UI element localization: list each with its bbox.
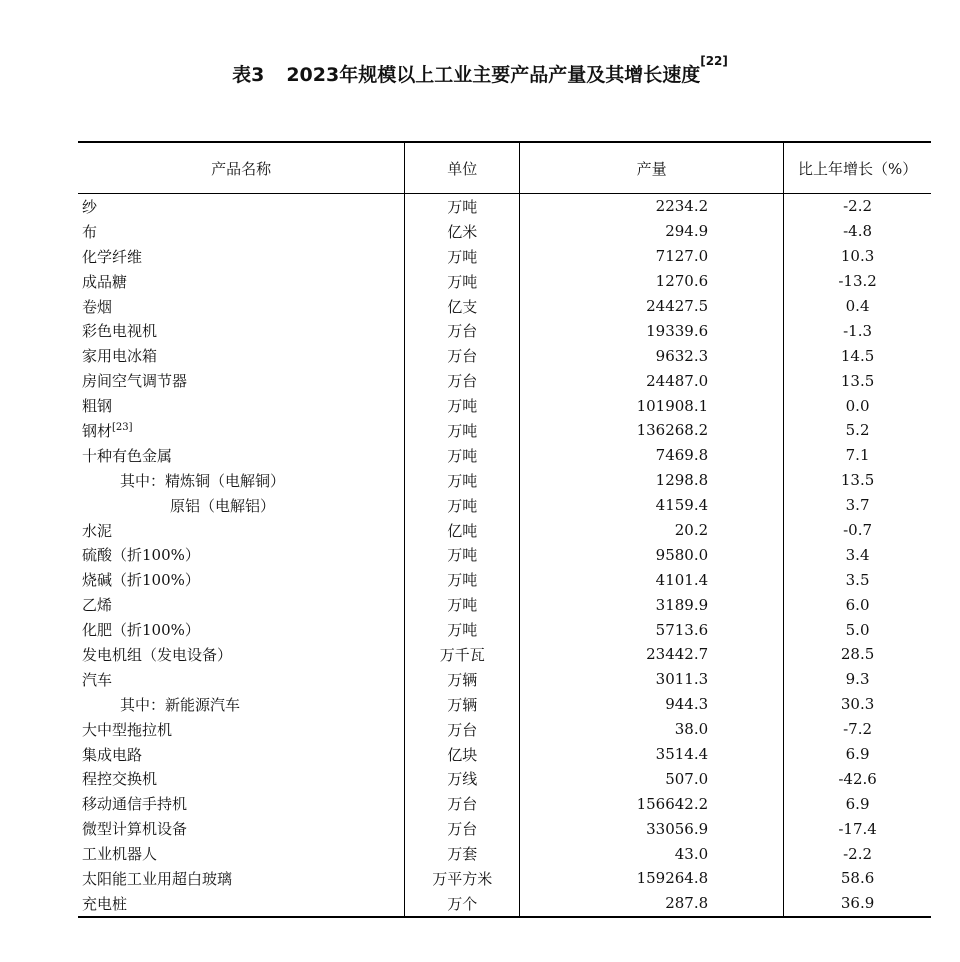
- growth-cell: 0.0: [784, 393, 931, 418]
- output-cell: 156642.2: [520, 791, 784, 816]
- product-name-cell: [78, 742, 405, 767]
- product-name-cell: [78, 642, 405, 667]
- unit-cell: 亿块: [405, 742, 520, 767]
- product-name-cell: [78, 269, 405, 294]
- output-cell: 3514.4: [520, 742, 784, 767]
- product-name: 微型计算机设备: [82, 820, 188, 839]
- product-name: 烧碱（折100%）: [82, 571, 200, 590]
- product-output-table: [78, 141, 931, 918]
- product-name-cell: [78, 891, 405, 917]
- growth-cell: 3.4: [784, 542, 931, 567]
- unit-cell: 万吨: [405, 468, 520, 493]
- output-cell: 159264.8: [520, 866, 784, 891]
- product-name: 家用电冰箱: [82, 347, 158, 366]
- output-cell: 1298.8: [520, 468, 784, 493]
- unit-cell: 万吨: [405, 269, 520, 294]
- product-name-cell: [78, 791, 405, 816]
- table-title: [0, 54, 960, 87]
- growth-cell: -2.2: [784, 841, 931, 866]
- output-cell: 24487.0: [520, 368, 784, 393]
- unit-cell: 万吨: [405, 567, 520, 592]
- output-cell: 507.0: [520, 766, 784, 791]
- unit-cell: 万吨: [405, 393, 520, 418]
- growth-cell: 6.9: [784, 791, 931, 816]
- growth-cell: 3.5: [784, 567, 931, 592]
- growth-cell: 5.0: [784, 617, 931, 642]
- output-cell: 3011.3: [520, 667, 784, 692]
- product-name: 水泥: [82, 521, 113, 540]
- product-name-cell: [78, 294, 405, 319]
- unit-cell: 万台: [405, 717, 520, 742]
- product-name: 其中：新能源汽车: [120, 695, 241, 714]
- table-row: [78, 219, 931, 244]
- unit-cell: 万吨: [405, 194, 520, 219]
- growth-cell: -42.6: [784, 766, 931, 791]
- table-row: [78, 393, 931, 418]
- unit-cell: 万套: [405, 841, 520, 866]
- title-footnote-marker: [22]: [700, 54, 728, 68]
- product-name-cell: [78, 343, 405, 368]
- product-name-cell: [78, 542, 405, 567]
- table-row: [78, 468, 931, 493]
- table-row: [78, 418, 931, 443]
- table-row: [78, 294, 931, 319]
- output-cell: 136268.2: [520, 418, 784, 443]
- table-row: [78, 244, 931, 269]
- product-name: 化肥（折100%）: [82, 621, 200, 640]
- product-name-cell: [78, 468, 405, 493]
- output-cell: 33056.9: [520, 816, 784, 841]
- unit-cell: 亿支: [405, 294, 520, 319]
- unit-cell: 万吨: [405, 592, 520, 617]
- output-cell: 9580.0: [520, 542, 784, 567]
- output-cell: 4159.4: [520, 493, 784, 518]
- growth-cell: 6.9: [784, 742, 931, 767]
- growth-cell: 10.3: [784, 244, 931, 269]
- product-name-cell: [78, 318, 405, 343]
- product-name: 大中型拖拉机: [82, 720, 173, 739]
- header-output: 产量: [520, 142, 784, 194]
- unit-cell: 万辆: [405, 692, 520, 717]
- growth-cell: 6.0: [784, 592, 931, 617]
- product-name: 卷烟: [82, 297, 113, 316]
- table-row: [78, 717, 931, 742]
- growth-cell: 13.5: [784, 468, 931, 493]
- growth-cell: 30.3: [784, 692, 931, 717]
- output-cell: 5713.6: [520, 617, 784, 642]
- output-cell: 43.0: [520, 841, 784, 866]
- product-name: 十种有色金属: [82, 446, 173, 465]
- product-name-cell: [78, 592, 405, 617]
- output-cell: 7469.8: [520, 443, 784, 468]
- output-cell: 20.2: [520, 518, 784, 543]
- output-cell: 101908.1: [520, 393, 784, 418]
- unit-cell: 万吨: [405, 244, 520, 269]
- output-cell: 9632.3: [520, 343, 784, 368]
- growth-cell: -2.2: [784, 194, 931, 219]
- growth-cell: -4.8: [784, 219, 931, 244]
- unit-cell: 万台: [405, 816, 520, 841]
- unit-cell: 万个: [405, 891, 520, 917]
- table-row: [78, 766, 931, 791]
- output-cell: 24427.5: [520, 294, 784, 319]
- growth-cell: -0.7: [784, 518, 931, 543]
- table-row: [78, 841, 931, 866]
- product-name-cell: [78, 518, 405, 543]
- unit-cell: 万吨: [405, 443, 520, 468]
- table-row: [78, 493, 931, 518]
- product-name-cell: [78, 368, 405, 393]
- unit-cell: 亿米: [405, 219, 520, 244]
- product-name: 彩色电视机: [82, 322, 158, 341]
- output-cell: 4101.4: [520, 567, 784, 592]
- growth-cell: 36.9: [784, 891, 931, 917]
- unit-cell: 万台: [405, 318, 520, 343]
- product-name: 充电桩: [82, 894, 128, 913]
- table-row: [78, 791, 931, 816]
- growth-cell: -7.2: [784, 717, 931, 742]
- output-cell: 1270.6: [520, 269, 784, 294]
- product-name: 布: [82, 222, 98, 241]
- product-name-cell: [78, 219, 405, 244]
- output-cell: 23442.7: [520, 642, 784, 667]
- product-name: 粗钢: [82, 397, 113, 416]
- table-row: [78, 269, 931, 294]
- header-growth: 比上年增长（%）: [784, 142, 931, 194]
- table-row: [78, 692, 931, 717]
- product-name: 化学纤维: [82, 247, 143, 266]
- output-cell: 3189.9: [520, 592, 784, 617]
- growth-cell: -13.2: [784, 269, 931, 294]
- unit-cell: 万吨: [405, 493, 520, 518]
- growth-cell: -17.4: [784, 816, 931, 841]
- product-name: 工业机器人: [82, 845, 158, 864]
- table-row: [78, 567, 931, 592]
- product-name-cell: [78, 717, 405, 742]
- product-name: 乙烯: [82, 596, 113, 615]
- product-name: 成品糖: [82, 272, 128, 291]
- unit-cell: 万平方米: [405, 866, 520, 891]
- product-name: 其中：精炼铜（电解铜）: [120, 471, 286, 490]
- unit-cell: 亿吨: [405, 518, 520, 543]
- header-product-name: 产品名称: [78, 142, 405, 194]
- table-row: [78, 742, 931, 767]
- unit-cell: 万吨: [405, 617, 520, 642]
- growth-cell: 9.3: [784, 667, 931, 692]
- table-label: 表3: [232, 64, 265, 86]
- product-name: 集成电路: [82, 745, 143, 764]
- product-name-cell: [78, 194, 405, 219]
- unit-cell: 万台: [405, 368, 520, 393]
- product-name-cell: [78, 766, 405, 791]
- growth-cell: 0.4: [784, 294, 931, 319]
- unit-cell: 万线: [405, 766, 520, 791]
- product-name-cell: [78, 443, 405, 468]
- table-row: [78, 866, 931, 891]
- product-name: 原铝（电解铝）: [170, 496, 276, 515]
- output-cell: 287.8: [520, 891, 784, 917]
- product-name-cell: [78, 493, 405, 518]
- product-name-cell: [78, 667, 405, 692]
- table-row: [78, 368, 931, 393]
- table-row: [78, 816, 931, 841]
- product-name-cell: [78, 244, 405, 269]
- table-body: [78, 194, 931, 917]
- product-name-cell: [78, 617, 405, 642]
- growth-cell: 13.5: [784, 368, 931, 393]
- table-row: [78, 642, 931, 667]
- product-name-cell: [78, 816, 405, 841]
- product-name: 房间空气调节器: [82, 372, 188, 391]
- product-name: 汽车: [82, 670, 113, 689]
- unit-cell: 万台: [405, 791, 520, 816]
- product-name-cell: [78, 866, 405, 891]
- unit-cell: 万辆: [405, 667, 520, 692]
- output-cell: 944.3: [520, 692, 784, 717]
- output-cell: 2234.2: [520, 194, 784, 219]
- growth-cell: 14.5: [784, 343, 931, 368]
- product-name: 程控交换机: [82, 770, 158, 789]
- table-row: [78, 194, 931, 219]
- growth-cell: 28.5: [784, 642, 931, 667]
- product-name: 发电机组（发电设备）: [82, 645, 233, 664]
- output-cell: 7127.0: [520, 244, 784, 269]
- growth-cell: 5.2: [784, 418, 931, 443]
- table-title-text: 2023年规模以上工业主要产品产量及其增长速度: [286, 64, 701, 86]
- unit-cell: 万千瓦: [405, 642, 520, 667]
- table-row: [78, 891, 931, 917]
- table-row: [78, 518, 931, 543]
- product-name: 钢材: [82, 421, 113, 440]
- growth-cell: 58.6: [784, 866, 931, 891]
- table-row: [78, 667, 931, 692]
- header-row: [78, 142, 931, 194]
- table-row: [78, 443, 931, 468]
- growth-cell: -1.3: [784, 318, 931, 343]
- unit-cell: 万吨: [405, 418, 520, 443]
- unit-cell: 万吨: [405, 542, 520, 567]
- product-name: 移动通信手持机: [82, 795, 188, 814]
- table-row: [78, 542, 931, 567]
- output-cell: 19339.6: [520, 318, 784, 343]
- growth-cell: 3.7: [784, 493, 931, 518]
- unit-cell: 万台: [405, 343, 520, 368]
- product-name-cell: [78, 692, 405, 717]
- product-name-cell: [78, 567, 405, 592]
- growth-cell: 7.1: [784, 443, 931, 468]
- output-cell: 38.0: [520, 717, 784, 742]
- output-cell: 294.9: [520, 219, 784, 244]
- footnote-marker: [23]: [112, 421, 133, 433]
- product-name-cell: [78, 393, 405, 418]
- table-row: [78, 617, 931, 642]
- table-row: [78, 592, 931, 617]
- product-name-cell: [78, 418, 405, 443]
- product-name: 纱: [82, 197, 98, 216]
- table-row: [78, 343, 931, 368]
- table-row: [78, 318, 931, 343]
- product-name: 硫酸（折100%）: [82, 546, 200, 565]
- product-name-cell: [78, 841, 405, 866]
- product-name: 太阳能工业用超白玻璃: [82, 869, 233, 888]
- header-unit: 单位: [405, 142, 520, 194]
